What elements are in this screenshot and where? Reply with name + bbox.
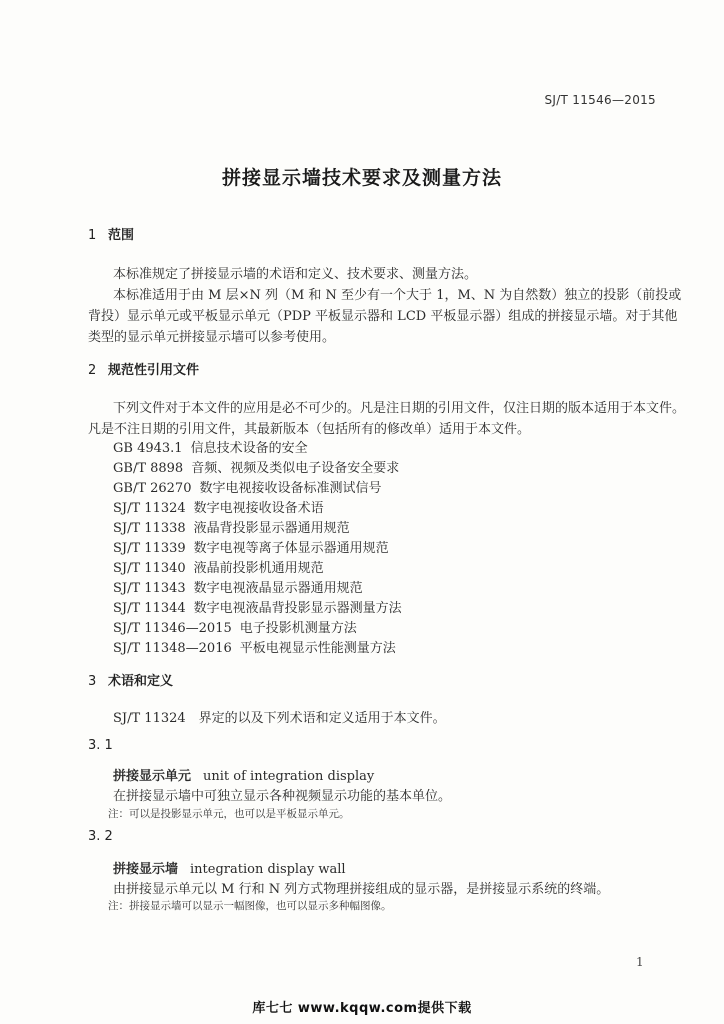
reference-name: 电子投影机测量方法 — [239, 621, 357, 636]
reference-code: SJ/T 11343 — [113, 581, 186, 596]
section-title: 规范性引用文件 — [108, 363, 200, 378]
reference-name: 平板电视显示性能测量方法 — [239, 641, 396, 656]
reference-code: GB/T 8898 — [113, 461, 184, 476]
paragraph-line: 下列文件对于本文件的应用是必不可少的。凡是注日期的引用文件，仅注日期的版本适用于本文件。 — [113, 401, 686, 416]
reference-item — [113, 617, 357, 636]
section-number: 2 — [88, 363, 97, 378]
reference-code: GB 4943.1 — [113, 441, 183, 456]
section-1-heading — [88, 224, 134, 243]
paragraph-line: 本标准适用于由 M 层×N 列（M 和 N 至少有一个大于 1，M、N 为自然数）独立的投影（前投或 — [113, 288, 682, 303]
page-number: 1 — [636, 955, 644, 969]
reference-code: SJ/T 11338 — [113, 521, 186, 536]
reference-code: SJ/T 11348—2016 — [113, 641, 232, 656]
section-number: 1 — [88, 228, 97, 243]
section-3-intro: SJ/T 11324 界定的以及下列术语和定义适用于本文件。 — [113, 711, 446, 726]
standard-code: SJ/T 11546—2015 — [544, 93, 656, 107]
reference-code: GB/T 26270 — [113, 481, 192, 496]
term-note: 注：可以是投影显示单元，也可以是平板显示单元。 — [108, 808, 350, 820]
reference-item — [113, 517, 350, 536]
reference-name: 液晶背投影显示器通用规范 — [193, 521, 350, 536]
clause-number: 3. 2 — [88, 829, 113, 844]
reference-item — [113, 597, 402, 616]
section-title: 术语和定义 — [108, 674, 174, 689]
paragraph-line: 本标准规定了拼接显示墙的术语和定义、技术要求、测量方法。 — [113, 267, 478, 282]
reference-code: SJ/T 11344 — [113, 601, 186, 616]
clause-number: 3. 1 — [88, 738, 113, 753]
section-title: 范围 — [108, 228, 135, 243]
term-definition: 在拼接显示墙中可独立显示各种视频显示功能的基本单位。 — [113, 789, 452, 804]
reference-name: 液晶前投影机通用规范 — [193, 561, 324, 576]
reference-name: 数字电视液晶背投影显示器测量方法 — [193, 601, 402, 616]
reference-item — [113, 477, 382, 496]
reference-name: 信息技术设备的安全 — [190, 441, 308, 456]
term-chinese: 拼接显示墙 — [113, 862, 179, 877]
download-footer: 库七七 www.kqqw.com提供下载 — [252, 1001, 472, 1016]
reference-item — [113, 557, 324, 576]
reference-name: 数字电视接收设备术语 — [193, 501, 324, 516]
reference-item — [113, 577, 363, 596]
term-entry — [113, 858, 346, 877]
section-2-heading — [88, 359, 199, 378]
section-number: 3 — [88, 674, 97, 689]
paragraph-line: 凡是不注日期的引用文件，其最新版本（包括所有的修改单）适用于本文件。 — [88, 422, 531, 437]
reference-item — [113, 437, 308, 456]
reference-code: SJ/T 11340 — [113, 561, 186, 576]
reference-name: 数字电视接收设备标准测试信号 — [199, 481, 382, 496]
term-english: integration display wall — [190, 862, 346, 877]
section-3-heading — [88, 670, 173, 689]
reference-code: SJ/T 11339 — [113, 541, 186, 556]
reference-item — [113, 537, 389, 556]
reference-code: SJ/T 11324 — [113, 501, 186, 516]
term-english: unit of integration display — [203, 769, 375, 784]
reference-item — [113, 457, 399, 476]
reference-name: 数字电视等离子体显示器通用规范 — [193, 541, 389, 556]
reference-code: SJ/T 11346—2015 — [113, 621, 232, 636]
reference-name: 音频、视频及类似电子设备安全要求 — [191, 461, 400, 476]
term-entry — [113, 765, 374, 784]
term-definition: 由拼接显示单元以 M 行和 N 列方式物理拼接组成的显示器，是拼接显示系统的终端。 — [113, 882, 610, 897]
term-note: 注：拼接显示墙可以显示一幅图像，也可以显示多种幅图像。 — [108, 900, 392, 912]
reference-item — [113, 637, 396, 656]
term-chinese: 拼接显示单元 — [113, 769, 192, 784]
paragraph-line: 背投）显示单元或平板显示单元（PDP 平板显示器和 LCD 平板显示器）组成的拼接显示墙。对于其他 — [88, 309, 678, 324]
paragraph-line: 类型的显示单元拼接显示墙可以参考使用。 — [88, 330, 336, 345]
reference-name: 数字电视液晶显示器通用规范 — [193, 581, 363, 596]
document-title: 拼接显示墙技术要求及测量方法 — [221, 167, 502, 189]
reference-item — [113, 497, 324, 516]
